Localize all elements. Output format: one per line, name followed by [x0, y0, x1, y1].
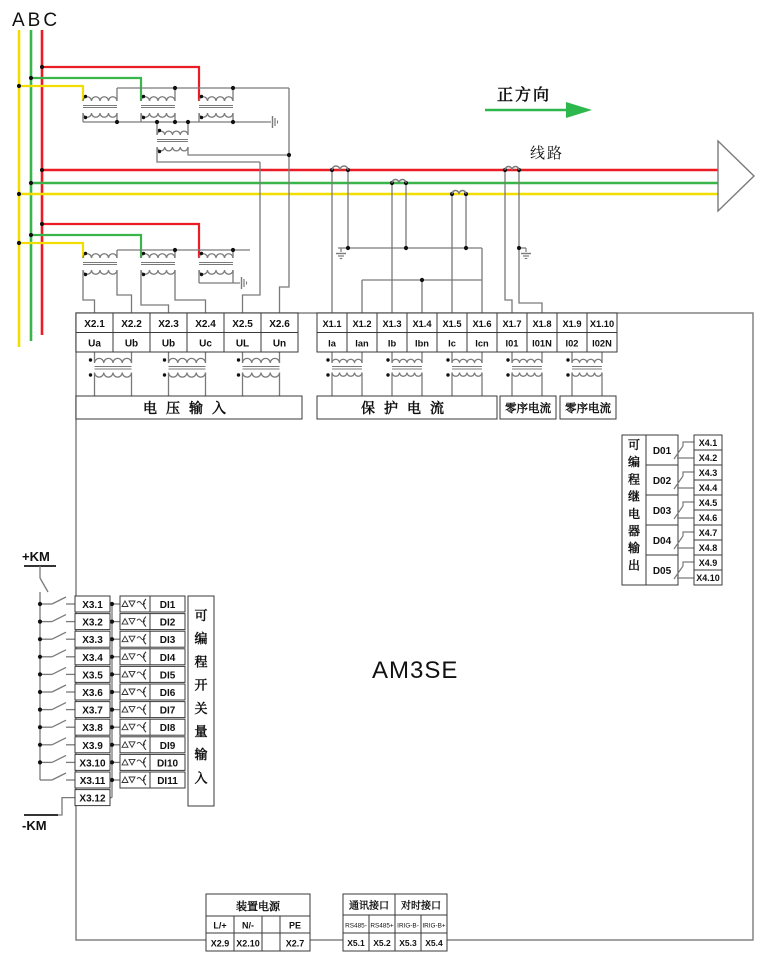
- switch-blade-icon: [52, 685, 66, 692]
- terminal-id: X4.4: [698, 483, 718, 493]
- power-table-title: 装置电源: [236, 901, 280, 913]
- wire: [188, 147, 289, 155]
- junction-dot: [110, 602, 114, 606]
- junction-dot: [326, 373, 329, 376]
- junction-dot: [420, 278, 424, 282]
- junction-dot: [29, 76, 33, 80]
- voltage-transformer-symbol: [95, 358, 132, 363]
- junction-dot: [231, 248, 235, 252]
- junction-dot: [142, 116, 145, 119]
- switch-blade-icon: [52, 650, 66, 657]
- junction-dot: [200, 273, 203, 276]
- comm-col-label: RS485-: [345, 922, 367, 930]
- di-label: DI10: [156, 758, 179, 770]
- terminal-id: X1.9: [562, 319, 582, 329]
- pt-symbol: [141, 254, 175, 258]
- wire: [175, 270, 206, 313]
- di-section-label-char: 开: [194, 677, 208, 693]
- junction-dot: [464, 246, 468, 250]
- terminal-id: X3.5: [82, 670, 103, 682]
- di-label: DI5: [159, 670, 176, 682]
- junction-dot: [38, 743, 42, 747]
- terminal-id: X1.10: [589, 319, 615, 329]
- junction-dot: [38, 620, 42, 624]
- km-plus-label: +KM: [22, 549, 50, 564]
- diagram-graphics: [17, 30, 754, 951]
- relay-section-label-char: 编: [627, 455, 641, 470]
- terminal-id: X3.11: [79, 776, 106, 787]
- terminal-id: X4.8: [698, 543, 718, 553]
- pt-symbol: [83, 254, 117, 258]
- terminal-id: X3.6: [82, 688, 103, 699]
- terminal-name: Ia: [328, 338, 336, 349]
- terminal-name: Ian: [355, 338, 369, 349]
- terminal-name: Ic: [448, 338, 456, 349]
- junction-dot: [287, 153, 291, 157]
- pt-symbol: [199, 270, 233, 274]
- switch-blade-icon: [52, 597, 66, 604]
- current-transformer-symbol: [512, 373, 542, 377]
- junction-dot: [40, 168, 44, 172]
- current-transformer-symbol: [572, 359, 602, 363]
- terminal-id: X4.3: [698, 468, 718, 478]
- junction-dot: [110, 672, 114, 676]
- junction-dot: [158, 150, 161, 153]
- relay-contact-icon: [683, 442, 694, 446]
- terminal-name: Ub: [124, 338, 139, 350]
- terminal-id: X2.4: [195, 319, 216, 330]
- di-label: DI11: [157, 776, 178, 787]
- switch-blade-icon: [52, 720, 66, 727]
- junction-dot: [386, 373, 389, 376]
- junction-dot: [173, 120, 177, 124]
- switch-blade-icon: [40, 578, 48, 592]
- switch-blade-icon: [52, 738, 66, 745]
- junction-dot: [231, 86, 235, 90]
- junction-dot: [110, 620, 114, 624]
- di-label: DI3: [159, 635, 176, 647]
- terminal-name: Ibn: [415, 338, 429, 349]
- junction-dot: [40, 222, 44, 226]
- junction-dot: [142, 95, 145, 98]
- pt-symbol: [141, 270, 175, 274]
- voltage-transformer-symbol: [169, 373, 206, 378]
- relay-section-label-char: 继: [627, 489, 641, 504]
- relay-name: D01: [652, 446, 672, 457]
- junction-dot: [158, 129, 161, 132]
- terminal-id: X4.5: [698, 498, 718, 508]
- junction-dot: [17, 192, 21, 196]
- junction-dot: [110, 690, 114, 694]
- pt-symbol: [141, 97, 175, 101]
- junction-dot: [566, 358, 569, 361]
- pt-symbol: [83, 270, 117, 274]
- voltage-transformer-symbol: [243, 373, 280, 378]
- relay-section-label-char: 输: [627, 541, 641, 556]
- di-label: DI4: [159, 652, 176, 664]
- di-section-label-char: 输: [194, 747, 208, 763]
- pt-symbol: [157, 147, 188, 151]
- current-transformer-symbol: [392, 373, 422, 377]
- terminal-id: X5.4: [425, 938, 443, 948]
- current-transformer-symbol: [452, 373, 482, 377]
- junction-dot: [84, 116, 87, 119]
- busbar-abc-label: ABC: [12, 10, 61, 31]
- line-label: 线路: [530, 145, 565, 162]
- km-minus-label: -KM: [22, 818, 47, 833]
- relay-contact-icon: [683, 532, 694, 536]
- voltage-transformer-symbol: [169, 358, 206, 363]
- terminal-name: Ua: [88, 338, 101, 350]
- junction-dot: [110, 725, 114, 729]
- terminal-id: X1.6: [472, 319, 492, 329]
- terminal-id: X2.1: [84, 319, 105, 330]
- junction-dot: [110, 743, 114, 747]
- terminal-id: X3.8: [82, 723, 103, 735]
- terminal-name: I02: [565, 338, 579, 349]
- junction-dot: [173, 248, 177, 252]
- di-section-label-char: 量: [194, 724, 208, 739]
- junction-dot: [200, 116, 203, 119]
- junction-dot: [446, 358, 449, 361]
- junction-dot: [38, 602, 42, 606]
- terminal-id: X4.1: [698, 438, 718, 448]
- terminal-id: X3.7: [82, 705, 103, 717]
- voltage-transformer-symbol: [95, 373, 132, 378]
- junction-dot: [237, 358, 240, 361]
- di-section-label-char: 编: [194, 631, 208, 647]
- table-cell: [262, 916, 280, 933]
- optocoupler-symbol: [120, 649, 150, 665]
- junction-dot: [84, 273, 87, 276]
- di-label: DI9: [159, 740, 176, 752]
- wire: [519, 170, 542, 313]
- junction-dot: [40, 65, 44, 69]
- voltage-transformer-symbol: [243, 358, 280, 363]
- junction-dot: [142, 252, 145, 255]
- terminal-id: X1.5: [442, 319, 462, 329]
- zero-seq-current-label-1: 零序电流: [505, 403, 551, 415]
- terminal-id: X3.10: [79, 758, 106, 770]
- relay-section-label-char: 程: [627, 472, 641, 487]
- terminal-id: X5.2: [373, 938, 391, 948]
- power-col-label: PE: [288, 920, 302, 931]
- switch-blade-icon: [52, 755, 66, 762]
- optocoupler-symbol: [120, 772, 150, 788]
- terminal-cell: [262, 933, 280, 951]
- direction-label: 正方向: [497, 87, 552, 104]
- terminal-id: X4.9: [698, 558, 718, 568]
- di-label: DI7: [159, 705, 176, 717]
- junction-dot: [186, 120, 190, 124]
- junction-dot: [38, 672, 42, 676]
- pt-symbol: [83, 97, 117, 101]
- junction-dot: [38, 637, 42, 641]
- relay-name: D02: [652, 476, 672, 487]
- terminal-id: X2.2: [121, 319, 142, 330]
- relay-contact-icon: [683, 562, 694, 566]
- relay-contact-icon: [683, 502, 694, 506]
- terminal-id: X1.4: [412, 319, 432, 329]
- terminal-id: X1.7: [502, 319, 522, 329]
- wire: [280, 88, 290, 313]
- relay-name: D05: [652, 566, 672, 577]
- optocoupler-symbol: [120, 596, 150, 612]
- junction-dot: [231, 120, 235, 124]
- di-label: DI8: [159, 723, 176, 735]
- junction-dot: [506, 358, 509, 361]
- relay-name: D03: [652, 506, 672, 517]
- wire: [505, 170, 512, 313]
- switch-blade-icon: [52, 703, 66, 710]
- wire: [141, 270, 169, 313]
- optocoupler-symbol: [120, 684, 150, 700]
- power-col-label: N/-: [242, 920, 254, 931]
- optocoupler-symbol: [120, 737, 150, 753]
- terminal-name: Ub: [161, 338, 176, 350]
- terminal-id: X3.9: [82, 740, 103, 752]
- junction-dot: [110, 655, 114, 659]
- terminal-name: I01N: [532, 338, 552, 349]
- terminal-id: X2.3: [158, 319, 179, 330]
- wire: [58, 798, 75, 815]
- terminal-id: X2.6: [269, 319, 290, 330]
- relay-section-label-char: 可: [627, 438, 641, 452]
- comm-col-label: IRIG-B-: [397, 922, 419, 930]
- di-section-label-char: 关: [194, 700, 208, 716]
- phase-wire: [19, 243, 83, 258]
- relay-section-label-char: 出: [627, 558, 641, 573]
- terminal-id: X4.2: [698, 453, 718, 463]
- terminal-name: UL: [235, 338, 250, 350]
- optocoupler-symbol: [120, 754, 150, 770]
- di-label: DI1: [159, 600, 176, 611]
- terminal-id: X4.10: [696, 573, 720, 583]
- junction-dot: [142, 273, 145, 276]
- junction-dot: [38, 725, 42, 729]
- terminal-id: X1.3: [382, 319, 402, 329]
- terminal-id: X4.7: [698, 528, 718, 538]
- optocoupler-symbol: [120, 719, 150, 735]
- junction-dot: [110, 760, 114, 764]
- terminal-id: X1.2: [352, 319, 372, 329]
- terminal-id: X2.10: [236, 938, 260, 949]
- current-transformer-symbol: [392, 359, 422, 363]
- junction-dot: [155, 120, 159, 124]
- terminal-id: X1.1: [322, 319, 342, 329]
- junction-dot: [404, 246, 408, 250]
- terminal-name: I01: [505, 338, 519, 349]
- junction-dot: [89, 358, 92, 361]
- pt-symbol: [157, 131, 188, 135]
- di-section-label-char: 程: [194, 654, 208, 670]
- di-label: DI2: [159, 617, 176, 629]
- junction-dot: [517, 246, 521, 250]
- junction-dot: [110, 778, 114, 782]
- junction-dot: [446, 373, 449, 376]
- junction-dot: [84, 95, 87, 98]
- switch-blade-icon: [52, 632, 66, 639]
- terminal-name: Un: [272, 338, 287, 350]
- terminal-name: I02N: [592, 338, 612, 349]
- switch-blade-icon: [52, 615, 66, 622]
- terminal-id: X3.1: [82, 600, 103, 611]
- line-end-arrow-icon: [718, 141, 754, 211]
- junction-dot: [17, 241, 21, 245]
- di-label: DI6: [159, 688, 176, 699]
- terminal-name: Icn: [475, 338, 489, 349]
- junction-dot: [237, 373, 240, 376]
- terminal-id: X2.7: [285, 938, 305, 949]
- optocoupler-symbol: [120, 631, 150, 647]
- di-section-label-char: 可: [194, 608, 208, 623]
- relay-contact-icon: [683, 472, 694, 476]
- terminal-name: Uc: [199, 338, 212, 350]
- pt-symbol: [199, 113, 233, 117]
- optocoupler-symbol: [120, 614, 150, 630]
- junction-dot: [38, 708, 42, 712]
- junction-dot: [29, 233, 33, 237]
- pt-symbol: [199, 254, 233, 258]
- terminal-id: X5.3: [399, 938, 417, 948]
- pt-symbol: [141, 113, 175, 117]
- optocoupler-symbol: [120, 666, 150, 682]
- switch-blade-icon: [52, 773, 66, 780]
- relay-section-label-char: 电: [627, 506, 641, 521]
- junction-dot: [84, 252, 87, 255]
- pt-symbol: [83, 113, 117, 117]
- di-section-label-char: 入: [194, 770, 208, 786]
- comm-table-title: 通讯接口: [349, 901, 389, 912]
- comm-col-label: RS485+: [370, 922, 394, 930]
- relay-name: D04: [652, 536, 672, 547]
- junction-dot: [346, 246, 350, 250]
- current-transformer-symbol: [452, 359, 482, 363]
- relay-section-label-char: 器: [627, 524, 641, 538]
- junction-dot: [110, 637, 114, 641]
- junction-dot: [38, 690, 42, 694]
- device-name-label: AM3SE: [372, 657, 459, 684]
- switch-blade-icon: [52, 667, 66, 674]
- optocoupler-symbol: [120, 702, 150, 718]
- terminal-id: X3.2: [82, 617, 103, 629]
- terminal-id: X3.12: [79, 793, 106, 805]
- junction-dot: [38, 655, 42, 659]
- junction-dot: [38, 760, 42, 764]
- direction-arrow-icon: [566, 102, 592, 118]
- terminal-name: Ib: [387, 338, 397, 349]
- junction-dot: [506, 373, 509, 376]
- timing-table-title: 对时接口: [401, 901, 441, 912]
- junction-dot: [17, 84, 21, 88]
- wire: [117, 270, 132, 313]
- junction-dot: [89, 373, 92, 376]
- phase-wire: [19, 86, 83, 101]
- current-transformer-symbol: [332, 359, 362, 363]
- power-col-label: L/+: [213, 920, 227, 931]
- junction-dot: [200, 252, 203, 255]
- terminal-id: X1.8: [532, 319, 552, 329]
- pt-symbol: [199, 97, 233, 101]
- protection-current-section-label: 保护电流: [361, 400, 453, 416]
- junction-dot: [29, 181, 33, 185]
- junction-dot: [566, 373, 569, 376]
- terminal-id: X2.9: [210, 938, 230, 949]
- junction-dot: [110, 708, 114, 712]
- junction-dot: [386, 358, 389, 361]
- junction-dot: [173, 86, 177, 90]
- zero-seq-current-label-2: 零序电流: [565, 403, 611, 415]
- terminal-id: X5.1: [347, 938, 365, 948]
- voltage-input-section-label: 电压输入: [143, 400, 235, 416]
- current-transformer-symbol: [512, 359, 542, 363]
- terminal-id: X3.3: [82, 635, 103, 647]
- current-transformer-symbol: [332, 373, 362, 377]
- junction-dot: [115, 120, 119, 124]
- wire: [243, 162, 261, 313]
- terminal-id: X3.4: [82, 652, 103, 664]
- current-transformer-symbol: [572, 373, 602, 377]
- junction-dot: [163, 358, 166, 361]
- terminal-id: X2.5: [232, 319, 253, 330]
- junction-dot: [200, 95, 203, 98]
- comm-col-label: IRIG-B+: [422, 922, 446, 930]
- wire: [83, 270, 95, 313]
- junction-dot: [163, 373, 166, 376]
- junction-dot: [326, 358, 329, 361]
- terminal-id: X4.6: [698, 513, 718, 523]
